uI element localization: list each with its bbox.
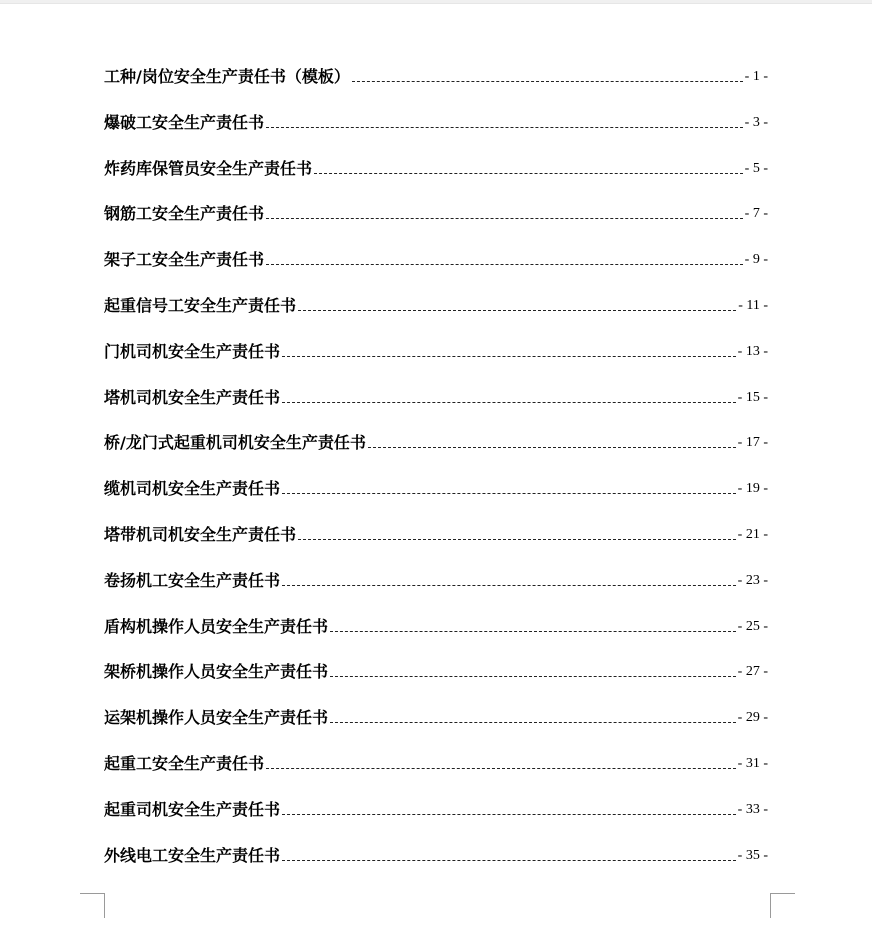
toc-dot-leader	[266, 264, 743, 265]
toc-entry[interactable]	[104, 729, 768, 775]
toc-dot-leader	[330, 631, 736, 632]
toc-dot-leader	[368, 447, 736, 448]
toc-entry-title[interactable]: 卷扬机工安全生产责任书	[104, 570, 281, 590]
toc-dot-leader	[352, 81, 743, 82]
toc-entry-page: - 33 -	[737, 801, 768, 817]
toc-entry-page: - 23 -	[737, 572, 768, 588]
toc-entry-page: - 3 -	[744, 114, 768, 130]
toc-entry[interactable]	[104, 454, 768, 500]
toc-dot-leader	[298, 310, 736, 311]
toc-entry[interactable]	[104, 500, 768, 546]
toc-entry[interactable]	[104, 62, 768, 88]
toc-entry[interactable]	[104, 775, 768, 821]
toc-entry-page: - 21 -	[737, 526, 768, 542]
toc-entry-page: - 29 -	[737, 710, 768, 726]
toc-entry[interactable]	[104, 546, 768, 592]
toc-entry-page: - 5 -	[744, 160, 768, 176]
toc-entry-title[interactable]: 架桥机操作人员安全生产责任书	[104, 662, 329, 682]
toc-entry-title[interactable]: 门机司机安全生产责任书	[104, 341, 281, 361]
toc-entry-title[interactable]: 运架机操作人员安全生产责任书	[104, 708, 329, 728]
toc-entry-page: - 11 -	[738, 297, 768, 313]
table-of-contents	[104, 62, 768, 867]
toc-entry[interactable]	[104, 683, 768, 729]
toc-entry-page: - 19 -	[737, 481, 768, 497]
page-top-edge	[0, 0, 872, 4]
toc-entry-title[interactable]: 钢筋工安全生产责任书	[104, 204, 265, 224]
toc-entry[interactable]	[104, 409, 768, 455]
toc-dot-leader	[330, 676, 736, 677]
toc-entry[interactable]	[104, 271, 768, 317]
toc-entry[interactable]	[104, 88, 768, 134]
toc-entry-title[interactable]: 外线电工安全生产责任书	[104, 845, 281, 865]
toc-entry-title[interactable]: 塔机司机安全生产责任书	[104, 387, 281, 407]
toc-entry-title[interactable]: 起重司机安全生产责任书	[104, 799, 281, 819]
toc-entry-title[interactable]: 起重工安全生产责任书	[104, 753, 265, 773]
toc-entry[interactable]	[104, 821, 768, 867]
toc-entry[interactable]	[104, 225, 768, 271]
toc-entry-title[interactable]: 爆破工安全生产责任书	[104, 112, 265, 132]
toc-dot-leader	[266, 218, 743, 219]
toc-entry-page: - 25 -	[737, 618, 768, 634]
toc-entry-title[interactable]: 架子工安全生产责任书	[104, 250, 265, 270]
toc-dot-leader	[282, 814, 736, 815]
toc-entry-page: - 35 -	[737, 847, 768, 863]
toc-dot-leader	[282, 493, 736, 494]
toc-entry[interactable]	[104, 638, 768, 684]
toc-entry[interactable]	[104, 592, 768, 638]
toc-entry-page: - 15 -	[737, 389, 768, 405]
toc-entry[interactable]	[104, 363, 768, 409]
toc-dot-leader	[282, 860, 736, 861]
toc-dot-leader	[282, 356, 736, 357]
toc-dot-leader	[314, 173, 743, 174]
page-margin-corner-mark	[80, 893, 105, 918]
toc-entry-page: - 1 -	[744, 69, 768, 84]
toc-dot-leader	[266, 127, 743, 128]
toc-entry-page: - 17 -	[737, 435, 768, 451]
toc-entry-page: - 9 -	[744, 252, 768, 268]
toc-entry-title[interactable]: 盾构机操作人员安全生产责任书	[104, 616, 329, 636]
toc-dot-leader	[330, 722, 736, 723]
toc-entry-page: - 13 -	[737, 343, 768, 359]
toc-entry-page: - 7 -	[744, 206, 768, 222]
toc-dot-leader	[282, 402, 736, 403]
toc-entry-title[interactable]: 炸药库保管员安全生产责任书	[104, 158, 313, 178]
toc-entry[interactable]	[104, 134, 768, 180]
toc-dot-leader	[266, 768, 736, 769]
page-margin-corner-mark	[770, 893, 795, 918]
toc-entry[interactable]	[104, 317, 768, 363]
toc-entry-title[interactable]: 桥/龙门式起重机司机安全生产责任书	[104, 433, 366, 453]
toc-entry-title[interactable]: 塔带机司机安全生产责任书	[104, 524, 297, 544]
toc-entry[interactable]	[104, 180, 768, 226]
toc-entry-title[interactable]: 起重信号工安全生产责任书	[104, 295, 297, 315]
toc-entry-page: - 27 -	[737, 664, 768, 680]
toc-entry-page: - 31 -	[737, 755, 768, 771]
toc-dot-leader	[282, 585, 736, 586]
toc-entry-title[interactable]: 缆机司机安全生产责任书	[104, 479, 281, 499]
toc-entry-title[interactable]: 工种/岗位安全生产责任书（模板）	[104, 67, 350, 86]
toc-dot-leader	[298, 539, 736, 540]
